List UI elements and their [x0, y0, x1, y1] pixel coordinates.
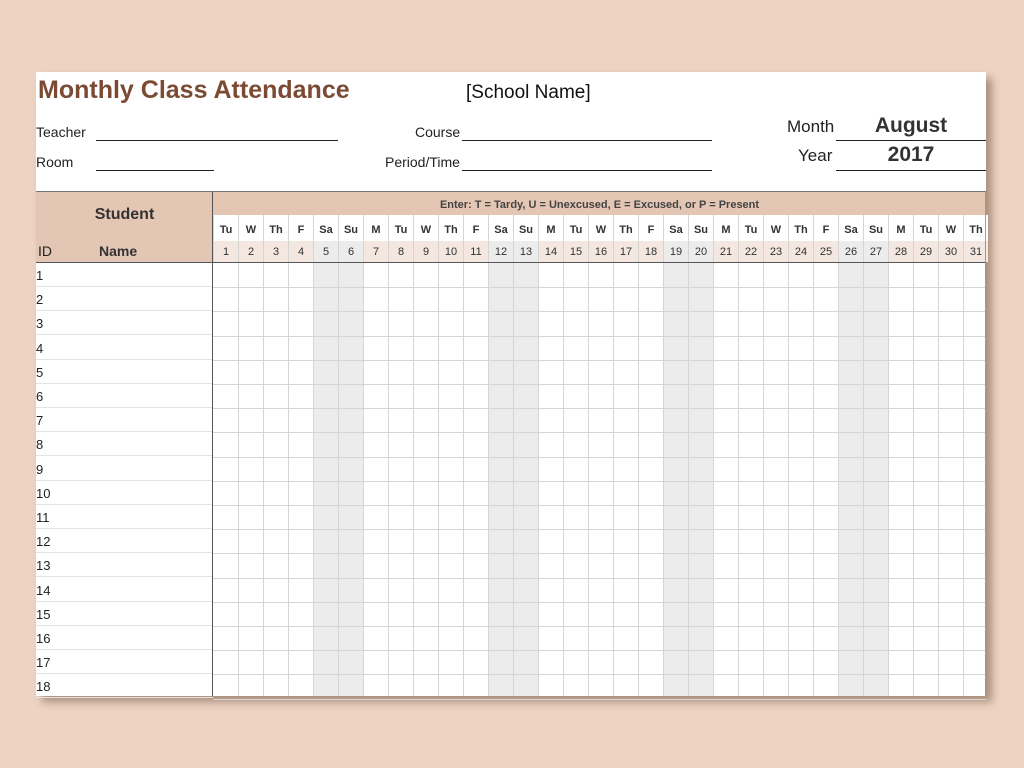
teacher-field[interactable]	[96, 140, 338, 141]
day-number-cell	[439, 241, 463, 262]
day-number: 31	[969, 246, 983, 258]
day-number: 23	[769, 246, 783, 258]
day-abbr: Sa	[494, 224, 508, 236]
grid-hline	[213, 505, 986, 506]
grid-hline	[213, 287, 986, 288]
grid-vline	[613, 263, 614, 696]
day-column-13	[513, 215, 538, 262]
row-id: 8	[36, 437, 44, 453]
grid-hline	[213, 408, 986, 409]
day-number: 10	[444, 246, 458, 258]
grid-vline	[538, 263, 539, 696]
day-column-15	[563, 215, 588, 262]
day-number: 3	[272, 246, 280, 258]
table-row[interactable]	[36, 336, 213, 360]
grid-hline	[213, 432, 986, 433]
day-abbr: F	[297, 224, 305, 236]
grid-hline	[213, 360, 986, 361]
day-column-3	[263, 215, 288, 262]
day-column-11	[463, 215, 488, 262]
student-title: Student	[94, 206, 155, 223]
grid-vline	[288, 263, 289, 696]
day-column-29	[913, 215, 938, 262]
row-id: 13	[36, 558, 51, 574]
row-id: 18	[36, 679, 51, 695]
day-number: 14	[544, 246, 558, 258]
day-number: 13	[519, 246, 533, 258]
table-row[interactable]	[36, 384, 213, 408]
grid-hline	[213, 553, 986, 554]
day-number: 22	[744, 246, 758, 258]
day-column-6	[338, 215, 363, 262]
teacher-label: Teacher	[36, 124, 86, 140]
day-abbr: Th	[969, 224, 983, 236]
grid-vline	[413, 263, 414, 696]
day-number: 19	[669, 246, 683, 258]
table-row[interactable]	[36, 529, 213, 553]
day-number-cell	[614, 241, 638, 262]
day-column-10	[438, 215, 463, 262]
day-number-cell	[564, 241, 588, 262]
day-column-28	[888, 215, 913, 262]
grid-vline	[388, 263, 389, 696]
attendance-sheet	[36, 72, 986, 696]
day-abbr: Th	[444, 224, 458, 236]
row-id: 9	[36, 461, 44, 477]
day-abbr: F	[822, 224, 830, 236]
row-id: 17	[36, 655, 51, 671]
table-row[interactable]	[36, 287, 213, 311]
day-column-5	[313, 215, 338, 262]
day-abbr: Su	[518, 224, 534, 236]
grid-hline	[213, 602, 986, 603]
school-name-field[interactable]: [School Name]	[466, 82, 591, 103]
table-row[interactable]	[36, 432, 213, 456]
day-number-cell	[364, 241, 388, 262]
day-abbr: Sa	[669, 224, 683, 236]
day-abbr: Su	[868, 224, 884, 236]
id-column-label: ID	[38, 243, 52, 259]
day-abbr: W	[945, 224, 957, 236]
grid-vline	[838, 263, 839, 696]
row-id: 5	[36, 364, 44, 380]
day-abbr: Tu	[219, 224, 233, 236]
grid-hline	[213, 457, 986, 458]
day-abbr: M	[721, 224, 731, 236]
day-number: 16	[594, 246, 608, 258]
table-row[interactable]	[36, 578, 213, 602]
day-number-cell	[789, 241, 813, 262]
grid-vline	[913, 263, 914, 696]
day-abbr: Sa	[319, 224, 333, 236]
room-field[interactable]	[96, 170, 214, 171]
year-label: Year	[798, 146, 833, 165]
day-abbr: W	[245, 224, 257, 236]
grid-vline	[963, 263, 964, 696]
day-number-cell	[764, 241, 788, 262]
day-number-cell	[214, 241, 238, 262]
month-underline	[836, 140, 986, 141]
day-abbr: F	[647, 224, 655, 236]
day-number-cell	[414, 241, 438, 262]
row-id: 12	[36, 534, 51, 550]
name-column-label: Name	[99, 243, 138, 259]
grid-hline	[213, 578, 986, 579]
table-row[interactable]	[36, 650, 213, 674]
day-column-24	[788, 215, 813, 262]
header-bottom-rule	[36, 262, 986, 263]
day-number: 8	[397, 246, 405, 258]
table-row[interactable]	[36, 481, 213, 505]
day-number-cell	[939, 241, 963, 262]
grid-hline	[213, 384, 986, 385]
day-number-cell	[264, 241, 288, 262]
day-abbr: M	[371, 224, 381, 236]
day-column-9	[413, 215, 438, 262]
day-abbr: Su	[343, 224, 359, 236]
day-column-14	[538, 215, 563, 262]
grid-hline	[213, 481, 986, 482]
grid-vline	[638, 263, 639, 696]
day-number: 27	[869, 246, 883, 258]
day-number-cell	[814, 241, 838, 262]
day-number-cell	[514, 241, 538, 262]
day-abbr: F	[472, 224, 480, 236]
day-number-cell	[489, 241, 513, 262]
day-number-cell	[914, 241, 938, 262]
grid-vline	[563, 263, 564, 696]
day-number-cell	[239, 241, 263, 262]
row-id: 6	[36, 389, 44, 404]
day-column-19	[663, 215, 688, 262]
student-column-separator	[212, 192, 213, 696]
grid-hline	[213, 529, 986, 530]
grid-vline	[713, 263, 714, 696]
table-row[interactable]	[36, 311, 213, 335]
day-abbr: Tu	[394, 224, 408, 236]
grid-vline	[888, 263, 889, 696]
day-number-cell	[389, 241, 413, 262]
day-column-18	[638, 215, 663, 262]
day-number-cell	[314, 241, 338, 262]
day-abbr: W	[595, 224, 607, 236]
day-column-12	[488, 215, 513, 262]
table-row[interactable]	[36, 602, 213, 626]
grid-vline	[513, 263, 514, 696]
day-number-cell	[689, 241, 713, 262]
day-abbr: Th	[269, 224, 283, 236]
month-label: Month	[787, 117, 835, 136]
day-column-22	[738, 215, 763, 262]
room-label: Room	[36, 154, 74, 170]
grid-vline	[813, 263, 814, 696]
day-number-cell	[739, 241, 763, 262]
grid-vline	[438, 263, 439, 696]
row-id: 3	[36, 316, 44, 332]
day-number-cell	[664, 241, 688, 262]
day-number: 2	[247, 246, 255, 258]
grid-hline	[213, 626, 986, 627]
row-id: 2	[36, 292, 44, 308]
grid-hline	[213, 674, 986, 675]
day-number: 5	[322, 246, 330, 258]
course-label: Course	[415, 124, 461, 140]
table-row[interactable]	[36, 505, 213, 529]
year-underline	[836, 170, 986, 171]
row-id: 7	[36, 413, 44, 429]
day-column-26	[838, 215, 863, 262]
grid-vline	[688, 263, 689, 696]
day-column-8	[388, 215, 413, 262]
row-id: 1	[36, 268, 44, 283]
day-column-23	[763, 215, 788, 262]
day-number-cell	[714, 241, 738, 262]
day-abbr: M	[546, 224, 556, 236]
day-number: 4	[297, 246, 305, 258]
day-abbr: M	[896, 224, 906, 236]
table-row[interactable]	[36, 408, 213, 432]
day-column-25	[813, 215, 838, 262]
year-value[interactable]: 2017	[887, 143, 935, 166]
day-abbr: Th	[619, 224, 633, 236]
day-number-cell	[539, 241, 563, 262]
row-id: 14	[36, 582, 51, 598]
grid-hline	[213, 311, 986, 312]
row-id: 11	[36, 510, 50, 525]
day-number: 24	[794, 246, 808, 258]
grid-vline	[588, 263, 589, 696]
row-id: 15	[36, 606, 51, 622]
table-row[interactable]	[36, 457, 213, 481]
day-number-cell	[864, 241, 888, 262]
day-number: 7	[372, 246, 380, 258]
day-abbr: W	[770, 224, 782, 236]
day-column-16	[588, 215, 613, 262]
day-number: 9	[422, 246, 430, 258]
day-number-cell	[889, 241, 913, 262]
grid-vline	[488, 263, 489, 696]
grid-vline	[663, 263, 664, 696]
day-abbr: Su	[693, 224, 709, 236]
sheet-right-border	[985, 192, 986, 696]
table-row[interactable]	[36, 263, 213, 287]
day-column-20	[688, 215, 713, 262]
day-number: 15	[569, 246, 583, 258]
day-header-row	[213, 215, 986, 262]
day-number: 1	[222, 246, 230, 258]
grid-vline	[338, 263, 339, 696]
attendance-grid[interactable]	[213, 263, 986, 696]
grid-hline	[213, 699, 986, 700]
month-value[interactable]: August	[874, 114, 948, 137]
grid-hline	[213, 650, 986, 651]
day-number-cell	[464, 241, 488, 262]
grid-hline	[213, 336, 986, 337]
day-column-2	[238, 215, 263, 262]
day-column-1	[213, 215, 238, 262]
grid-vline	[938, 263, 939, 696]
day-column-27	[863, 215, 888, 262]
day-column-30	[938, 215, 963, 262]
grid-vline	[263, 263, 264, 696]
day-column-21	[713, 215, 738, 262]
day-number: 30	[944, 246, 958, 258]
grid-vline	[313, 263, 314, 696]
table-row[interactable]	[36, 626, 213, 650]
day-column-17	[613, 215, 638, 262]
day-number: 17	[619, 246, 633, 258]
legend-banner: Enter: T = Tardy, U = Unexcused, E = Excused, or P = Present	[213, 192, 986, 215]
day-column-4	[288, 215, 313, 262]
day-number: 29	[919, 246, 933, 258]
table-row[interactable]	[36, 674, 213, 698]
day-number: 11	[470, 246, 482, 258]
grid-vline	[788, 263, 789, 696]
table-row[interactable]	[36, 360, 213, 384]
period-label: Period/Time	[385, 154, 460, 170]
day-number-cell	[339, 241, 363, 262]
day-number: 6	[347, 246, 355, 258]
sheet-title: Monthly Class Attendance	[38, 76, 350, 104]
day-abbr: Tu	[569, 224, 583, 236]
day-abbr: Tu	[744, 224, 758, 236]
grid-vline	[363, 263, 364, 696]
day-number-cell	[289, 241, 313, 262]
grid-vline	[463, 263, 464, 696]
grid-vline	[738, 263, 739, 696]
day-abbr: W	[420, 224, 432, 236]
period-field[interactable]	[462, 170, 712, 171]
day-column-7	[363, 215, 388, 262]
row-id: 4	[36, 340, 44, 356]
table-row[interactable]	[36, 553, 213, 577]
course-field[interactable]	[462, 140, 712, 141]
day-number: 26	[844, 246, 858, 258]
day-number: 25	[819, 246, 833, 258]
row-id: 10	[36, 485, 51, 501]
grid-vline	[763, 263, 764, 696]
day-abbr: Th	[794, 224, 808, 236]
day-abbr: Tu	[919, 224, 933, 236]
day-number: 12	[494, 246, 508, 258]
grid-vline	[863, 263, 864, 696]
student-header	[36, 192, 213, 262]
day-abbr: Sa	[844, 224, 858, 236]
day-number: 21	[719, 246, 733, 258]
grid-vline	[238, 263, 239, 696]
day-number: 18	[644, 246, 658, 258]
day-number-cell	[639, 241, 663, 262]
row-id: 16	[36, 631, 51, 646]
day-number-cell	[839, 241, 863, 262]
day-number: 20	[694, 246, 708, 258]
day-number-cell	[589, 241, 613, 262]
day-number: 28	[894, 246, 908, 258]
